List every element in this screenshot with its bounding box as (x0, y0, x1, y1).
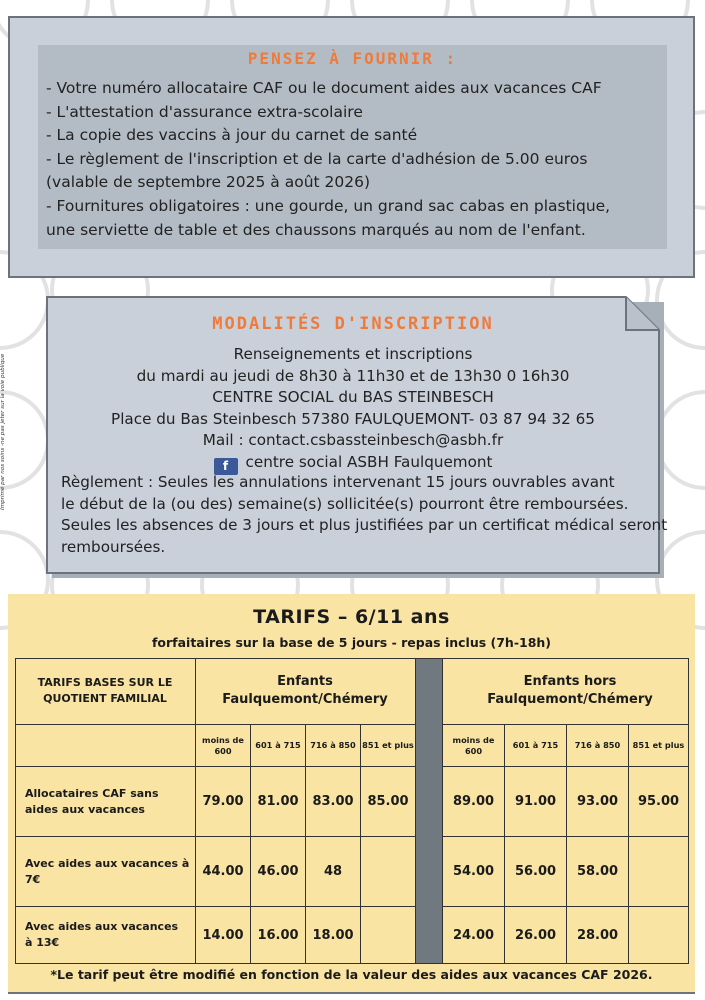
documents-line: (valable de septembre 2025 à août 2026) (46, 173, 371, 192)
print-notice-text: Imprimé par nos soins -ne pas jeter sur la voie publique (0, 353, 6, 510)
row-label: Avec aides aux vacances à 7€ (25, 856, 190, 886)
price-cell (629, 907, 688, 963)
bracket-header: 716 à 850 (310, 740, 356, 750)
bracket-header: 601 à 715 (512, 740, 559, 750)
price-cell: 83.00 (312, 794, 354, 809)
price-cell: 81.00 (257, 794, 299, 809)
documents-to-provide-inner (38, 45, 667, 249)
price-cell: 18.00 (312, 927, 354, 943)
documents-line: - Votre numéro allocataire CAF ou le document aides aux vacances CAF (46, 79, 602, 97)
bracket-header: moins de 600 (202, 734, 244, 756)
documents-line: - L'attestation d'assurance extra-scolaire (46, 102, 363, 121)
table-separator (415, 658, 442, 964)
bracket-header: 716 à 850 (574, 740, 621, 750)
price-cell: 48 (323, 864, 343, 879)
row-label: Avec aides aux vacances à 13€ (25, 920, 179, 949)
group-header-outside: Enfants hors Faulquemont/Chémery (487, 674, 653, 707)
print-notice (0, 330, 11, 520)
bracket-header: 601 à 715 (255, 740, 301, 750)
documents-to-provide-panel (8, 16, 695, 278)
info-heading: Renseignements et inscriptions (233, 345, 473, 363)
price-cell (629, 837, 688, 906)
documents-line: - La copie des vaccins à jour du carnet de santé (46, 126, 418, 145)
price-cell: 46.00 (257, 864, 299, 879)
pricing-panel (8, 594, 695, 994)
price-cell: 89.00 (452, 794, 495, 809)
price-cell: 95.00 (637, 794, 680, 809)
price-cell: 16.00 (257, 927, 299, 943)
group-header-local: Enfants Faulquemont/Chémery (222, 674, 388, 707)
email: Mail : contact.csbassteinbesch@asbh.fr (202, 431, 504, 450)
price-cell: 14.00 (202, 927, 244, 943)
price-cell: 54.00 (452, 864, 495, 879)
pricing-subtitle: forfaitaires sur la base de 5 jours - repas inclus (7h-18h) (151, 635, 552, 650)
documents-title: PENSEZ À FOURNIR : (247, 49, 458, 68)
price-cell: 58.00 (576, 864, 619, 879)
opening-hours: du mardi au jeudi de 8h30 à 11h30 et de 13h30 0 16h30 (136, 366, 570, 385)
bracket-header: moins de 600 (452, 734, 495, 756)
centre-name: CENTRE SOCIAL du BAS STEINBESCH (212, 388, 494, 407)
price-cell: 91.00 (514, 794, 557, 809)
refund-line: le début de la (ou des) semaine(s) sollicitée(s) pourront être remboursées. (61, 494, 629, 513)
registration-title: MODALITÉS D'INSCRIPTION (212, 314, 494, 334)
price-cell: 28.00 (576, 927, 619, 943)
address-phone: Place du Bas Steinbesch 57380 FAULQUEMONT- 03 87 94 32 65 (111, 409, 595, 428)
price-cell (361, 837, 415, 906)
price-cell (361, 907, 415, 963)
facebook-page: centre social ASBH Faulquemont (245, 452, 493, 471)
documents-list (46, 77, 666, 242)
documents-line: - Le règlement de l'inscription et de la carte d'adhésion de 5.00 euros (46, 149, 588, 168)
documents-line: une serviette de table et des chaussons marqués au nom de l'enfant. (46, 220, 586, 239)
refund-line: Règlement : Seules les annulations intervenant 15 jours ouvrables avant (61, 473, 615, 491)
pricing-title: TARIFS – 6/11 ans (253, 606, 450, 628)
price-cell: 93.00 (576, 794, 619, 809)
refund-line: Seules les absences de 3 jours et plus justifiées par un certificat médical seront (61, 516, 668, 535)
price-cell: 79.00 (202, 794, 244, 809)
row-label: Allocataires CAF sans aides aux vacances (25, 786, 159, 816)
price-cell: 44.00 (202, 864, 244, 879)
refund-policy (61, 472, 668, 558)
pricing-note: *Le tarif peut être modifié en fonction de la valeur des aides aux vacances CAF 2026. (50, 967, 653, 982)
documents-line: - Fournitures obligatoires : une gourde, un grand sac cabas en plastique, (46, 196, 611, 215)
bracket-header: 851 et plus (632, 740, 685, 750)
price-cell: 26.00 (514, 927, 557, 943)
quotient-header: TARIFS BASES SUR LE QUOTIENT FAMILIAL (37, 676, 173, 705)
registration-panel (46, 296, 668, 574)
contact-info (46, 344, 660, 475)
facebook-icon: f (214, 458, 238, 475)
refund-line: remboursées. (61, 537, 166, 556)
price-cell: 85.00 (367, 794, 409, 809)
bracket-header: 851 et plus (362, 740, 414, 750)
pricing-table (15, 658, 689, 964)
price-cell: 24.00 (452, 927, 495, 943)
price-cell: 56.00 (514, 864, 557, 879)
